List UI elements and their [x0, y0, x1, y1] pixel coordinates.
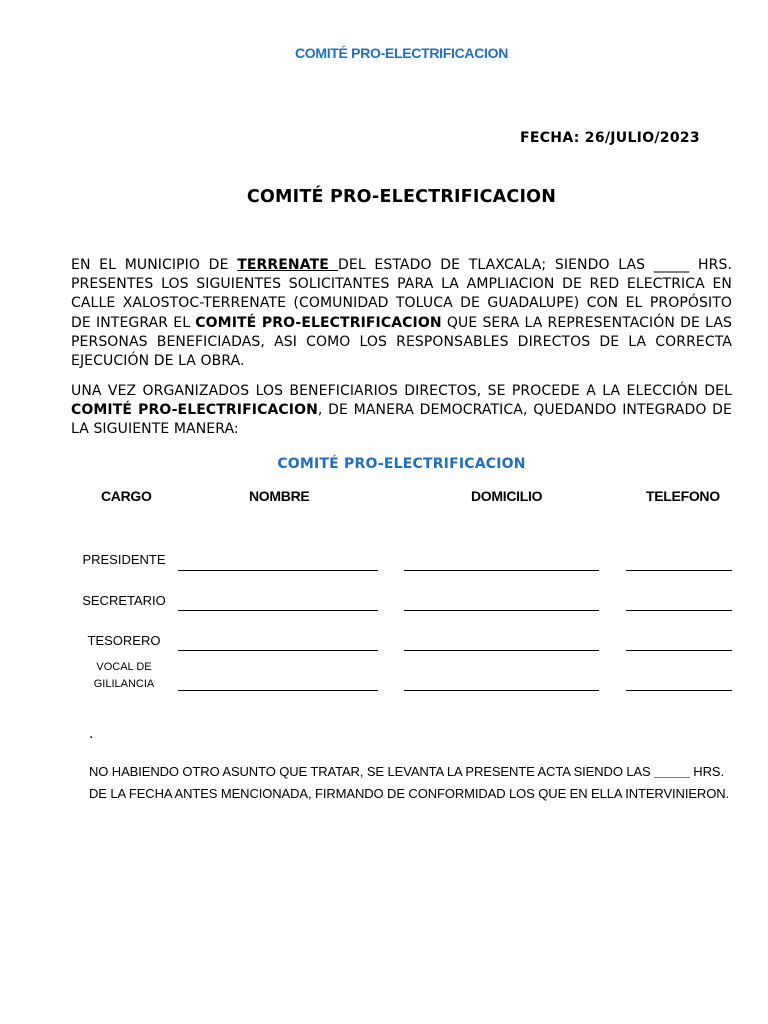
telefono-field-secretario[interactable] [626, 610, 732, 611]
intro-paragraph [71, 256, 732, 371]
domicilio-field-secretario[interactable] [404, 610, 599, 611]
closing-lead: NO HABIENDO OTRO ASUNTO QUE TRATAR, SE LEVANTA LA PRESENTE ACTA SIENDO LAS [89, 764, 655, 779]
intro-end: QUE SERA LA REPRESENTACIÓN DE LAS PERSONAS BENEFICIADAS, ASI COMO LOS RESPONSABLES DIRECTOS DE LA CORRECTA EJECUCIÓN DE LA OBRA. [71, 314, 732, 370]
document-date: FECHA: 26/JULIO/2023 [520, 130, 700, 146]
hour-blank: _____ [654, 764, 690, 779]
column-header-telefono: TELEFONO [646, 488, 720, 504]
domicilio-field-vocal[interactable] [404, 690, 599, 691]
telefono-field-tesorero[interactable] [626, 650, 732, 651]
nombre-field-presidente[interactable] [178, 570, 378, 571]
nombre-field-vocal[interactable] [178, 690, 378, 691]
column-header-domicilio: DOMICILIO [471, 488, 543, 504]
domicilio-field-tesorero[interactable] [404, 650, 599, 651]
cargo-secretario: SECRETARIO [82, 593, 166, 608]
column-header-cargo: CARGO [101, 488, 152, 504]
closing-paragraph [89, 761, 734, 804]
intro-body: DEL ESTADO DE TLAXCALA; SIENDO LAS _____ HRS. PRESENTES LOS SIGUIENTES SOLICITANTES PARA LA AMPLIACION DE RED ELECTRICA EN CALLE XALOSTOC-TERRENATE (COMUNIDAD TOLUCA DE GUADALUPE) CON EL PROPÓSITO DE INTEGRAR EL [71, 257, 732, 331]
nombre-field-tesorero[interactable] [178, 650, 378, 651]
cargo-vocal: VOCAL DE GILILANCIA [93, 661, 155, 690]
telefono-field-presidente[interactable] [626, 570, 732, 571]
municipio-name: TERRENATE [237, 257, 338, 273]
comite-name: COMITÉ PRO-ELECTRIFICACION [71, 402, 318, 419]
election-paragraph [71, 382, 732, 440]
election-end: , DE MANERA DEMOCRATICA, QUEDANDO INTEGRADO DE LA SIGUIENTE MANERA: [71, 402, 732, 438]
election-lead: UNA VEZ ORGANIZADOS LOS BENEFICIARIOS DIRECTOS, SE PROCEDE A LA ELECCIÓN DEL [71, 383, 732, 399]
table-title: COMITÉ PRO-ELECTRIFICACION [277, 456, 526, 472]
column-header-nombre: NOMBRE [249, 488, 310, 504]
comite-name: COMITÉ PRO-ELECTRIFICACION [195, 314, 442, 331]
closing-end: HRS. DE LA FECHA ANTES MENCIONADA, FIRMANDO DE CONFORMIDAD LOS QUE EN ELLA INTERVINIERON. [89, 764, 730, 801]
intro-lead: EN EL MUNICIPIO DE [71, 257, 238, 273]
header-title: COMITÉ PRO-ELECTRIFICACION [294, 45, 509, 61]
page-title: COMITÉ PRO-ELECTRIFICACION [246, 187, 557, 207]
cargo-presidente: PRESIDENTE [82, 552, 166, 567]
domicilio-field-presidente[interactable] [404, 570, 599, 571]
cargo-tesorero: TESORERO [87, 633, 161, 648]
nombre-field-secretario[interactable] [178, 610, 378, 611]
stray-dot: . [89, 726, 94, 742]
telefono-field-vocal[interactable] [626, 690, 732, 691]
